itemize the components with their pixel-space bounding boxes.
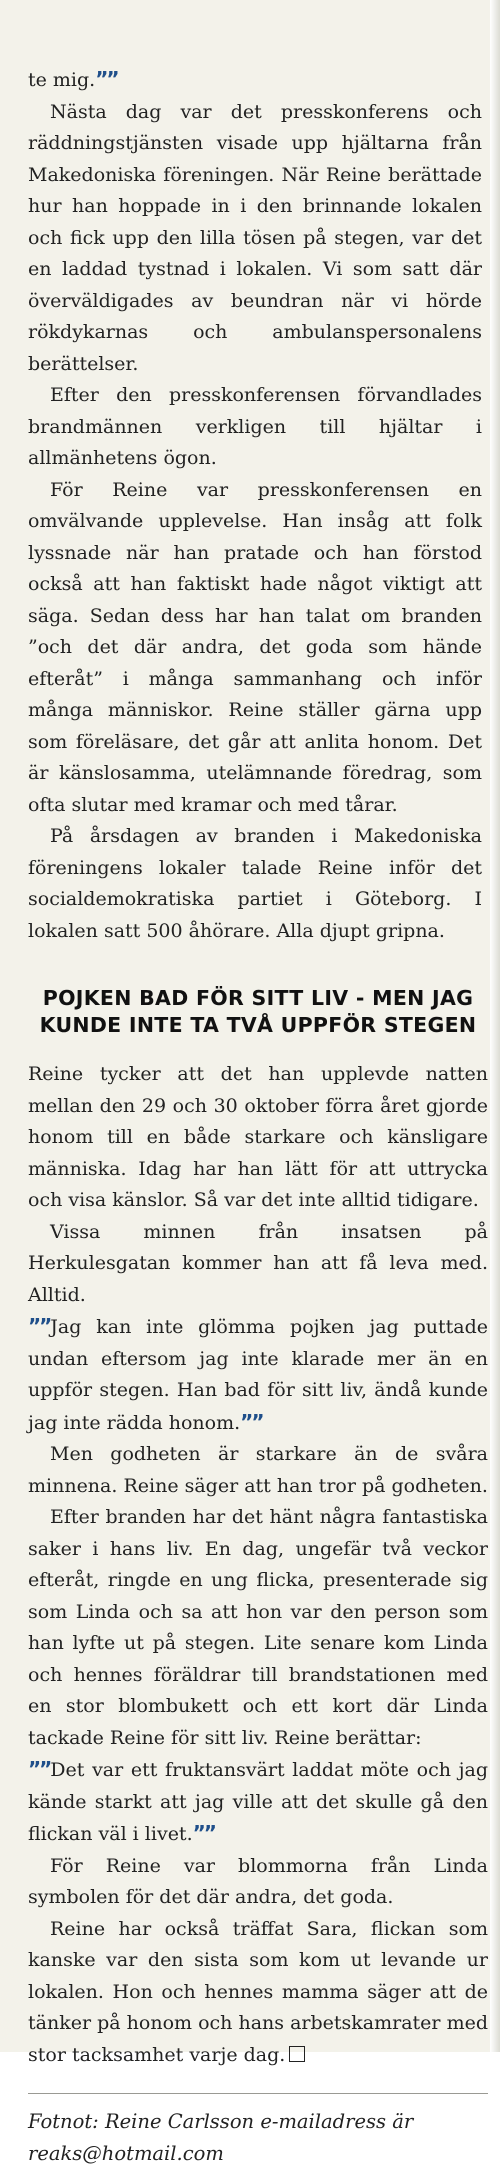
footnote-divider: [28, 2093, 488, 2094]
paragraph-text: te mig.: [28, 69, 96, 91]
paragraph-text: För Reine var blommorna från Linda symbolen för det där andra, det goda.: [28, 1854, 488, 1908]
paragraph-text: Vissa minnen från insatsen på Herkulesgatan kommer han att få leva med. Alltid.: [28, 1220, 488, 1306]
article-body-top: [28, 64, 488, 947]
paragraph-text: Efter den presskonferensen förvandlades brandmännen verkligen till hjältar i allmänhetens ögon.: [28, 384, 482, 469]
paragraph: [28, 475, 482, 822]
article-body-bottom: [28, 1059, 488, 2071]
paragraph-text: Nästa dag var det presskonferens och räddningstjänsten visade upp hjältarna från Makedoniska föreningen. När Reine berättade hur han hoppade in i den brinnande lokalen och fick upp den lilla tösen på stegen, var det en laddad tystnad i lokalen. Vi som satt där överväldigades av beundran när vi hörde rökdykarnas och ambulanspersonalens berättelser.: [28, 100, 482, 375]
paragraph-text: På årsdagen av branden i Makedoniska föreningens lokaler talade Reine inför det socialdemokratiska partiet i Göteborg. I lokalen satt 500 åhörare. Alla djupt gripna.: [28, 825, 482, 942]
paragraph-text: Reine har också träffat Sara, flickan som kanske var den sista som kom ut levande ur lokalen. Hon och hennes mamma säger att de tänker på honom och hans arbetskamrater med stor tacksamhet varje dag.: [28, 1917, 488, 2066]
paragraph: [28, 821, 482, 947]
paragraph: [28, 1502, 488, 1754]
paragraph: [28, 1217, 488, 1312]
quote-text: Jag kan inte glömma pojken jag puttade undan eftersom jag inte klarade mer än en uppför stegen. Han bad för sitt liv, ändå kunde jag inte rädda honom.: [28, 1316, 488, 1434]
paragraph-text: Efter branden har det hänt några fantastiska saker i hans liv. En dag, ungefär två veckor efteråt, ringde en ung flicka, presenterade sig som Linda och sa att hon var den person som han lyfte ut på stegen. Lite senare kom Linda och hennes föräldrar till brandstationen med en stor blombukett och ett kort där Linda tackade Reine för sitt liv. Reine berättar:: [28, 1506, 488, 1749]
quote-text: Det var ett fruktansvärt laddat möte och jag kände starkt att jag ville att det skulle gå den flickan väl i livet.: [28, 1759, 488, 1845]
quote-open-icon: ””: [28, 1314, 51, 1338]
paragraph-text: Men godheten är starkare än de svåra minnena. Reine säger att han tror på godheten.: [28, 1443, 488, 1497]
paragraph: [28, 1059, 488, 1217]
page-edge: [490, 0, 500, 2052]
paragraph: [28, 1914, 488, 2072]
paragraph: [28, 380, 482, 475]
paragraph: [28, 1851, 488, 1914]
end-square-icon: [289, 2046, 305, 2062]
paragraph: [28, 97, 482, 381]
quote-close-icon: ””: [192, 1821, 215, 1845]
quote-paragraph: [28, 1311, 488, 1439]
paragraph-continuation: [28, 64, 482, 97]
paragraph: [28, 1439, 488, 1502]
paragraph-text: Reine tycker att det han upplevde natten mellan den 29 och 30 oktober förra året gjorde honom till en både starkare och känsligare människa. Idag har han lätt för att uttrycka och visa känslor. Så var det inte alltid tidigare.: [28, 1063, 488, 1211]
quote-close-icon: ””: [240, 1409, 263, 1434]
quote-close-icon: ””: [95, 67, 118, 91]
paragraph-text: För Reine var presskonferensen en omvälvande upplevelse. Han insåg att folk lyssnade när han pratade och han förstod också att han faktiskt hade något viktigt att säga. Sedan dess har han talat om branden ”och det där andra, det goda som hände efteråt” i många sammanhang och inför många människor. Reine ställer gärna upp som föreläsare, det går att anlita honom. Det är känslosamma, utelämnande föredrag, som ofta slutar med kramar och med tårar.: [28, 478, 482, 816]
quote-paragraph: [28, 1754, 488, 1851]
section-heading: POJKEN BAD FÖR SITT LIV - MEN JAG KUNDE INTE TA TVÅ UPPFÖR STEGEN: [39, 986, 477, 1037]
quote-open-icon: ””: [28, 1757, 51, 1781]
article-top-section: [28, 0, 488, 947]
article-bottom-section: [28, 1059, 488, 2071]
footnote: Fotnot: Reine Carlsson e-mailadress är reaks@hotmail.com: [28, 2110, 414, 2165]
